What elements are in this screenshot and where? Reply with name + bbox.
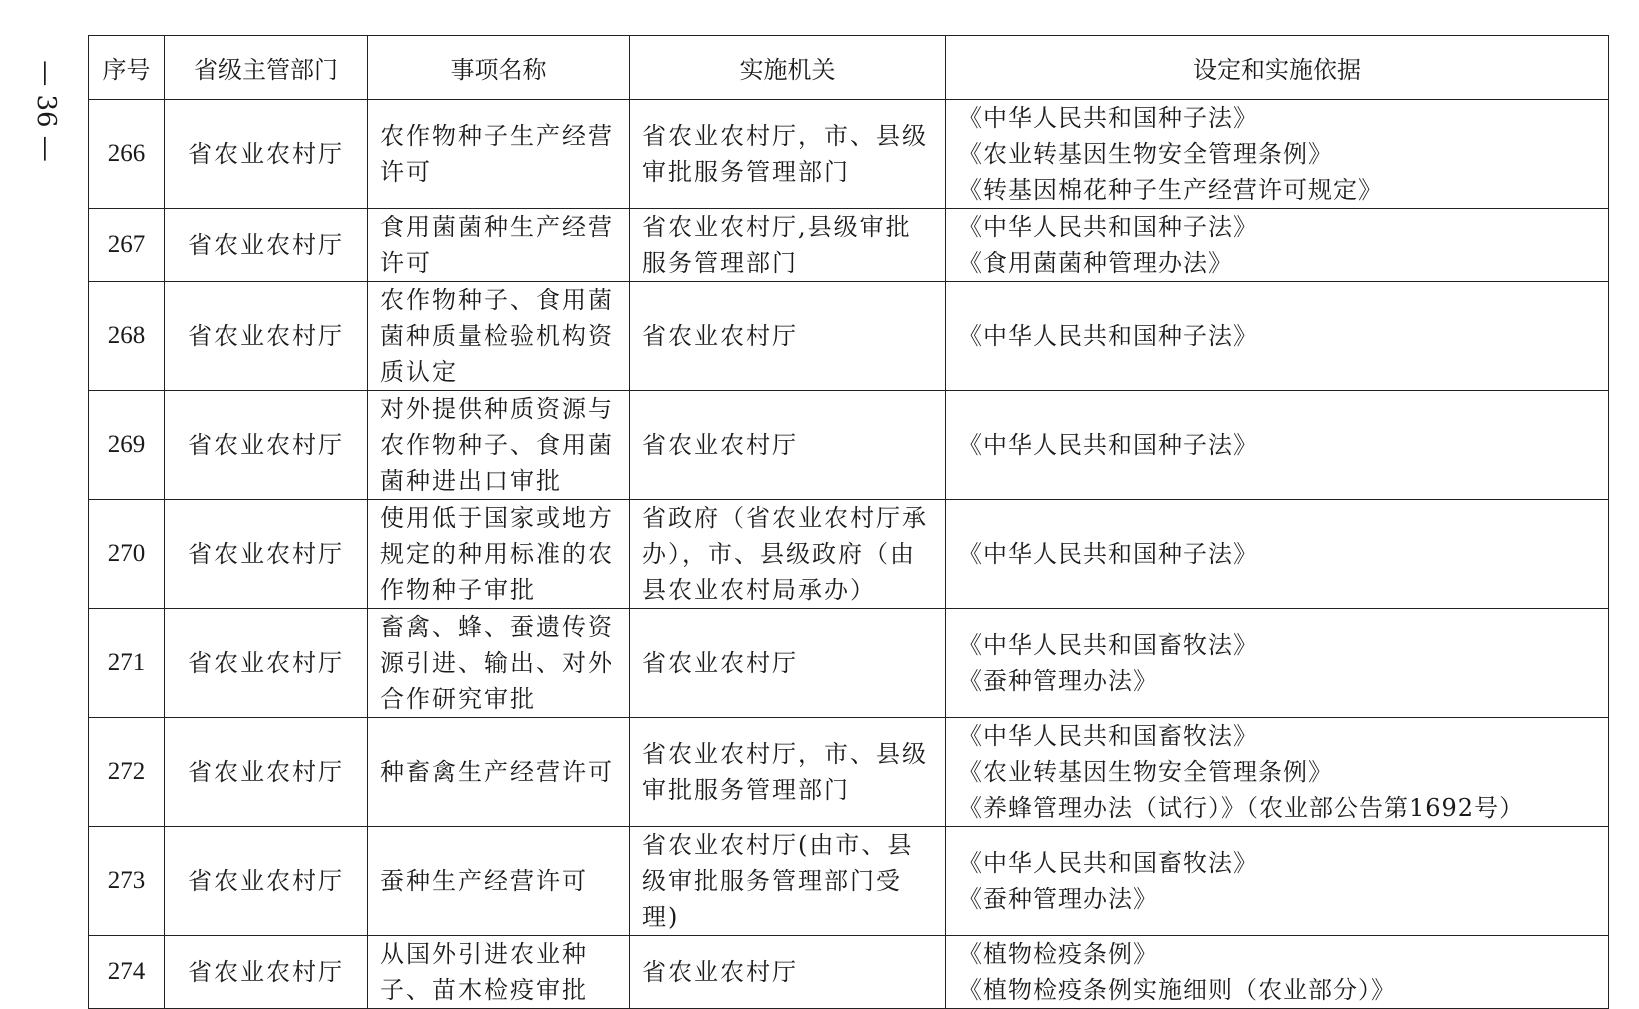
basis-line: 《养蜂管理办法（试行）》（农业部公告第1692号） (958, 794, 1525, 822)
basis-line: 《蚕种管理办法》 (958, 885, 1158, 913)
row-serial: 271 (89, 609, 165, 718)
basis-line: 《中华人民共和国种子法》 (958, 322, 1258, 350)
row-item-name: 对外提供种质资源与农作物种子、食用菌菌种进出口审批 (368, 391, 630, 500)
row-item-name: 种畜禽生产经营许可 (368, 718, 630, 827)
basis-line: 《中华人民共和国畜牧法》 (958, 631, 1258, 659)
row-department: 省农业农村厅 (165, 718, 368, 827)
row-department: 省农业农村厅 (165, 282, 368, 391)
row-serial: 268 (89, 282, 165, 391)
row-serial: 267 (89, 209, 165, 282)
row-item-name: 蚕种生产经营许可 (368, 827, 630, 936)
table-row (89, 827, 1609, 936)
row-item-name: 食用菌菌种生产经营许可 (368, 209, 630, 282)
row-agency: 省农业农村厅 (630, 391, 946, 500)
header-serial: 序号 (89, 36, 165, 100)
row-department: 省农业农村厅 (165, 100, 368, 209)
header-basis: 设定和实施依据 (946, 36, 1609, 100)
approval-items-table (88, 35, 1609, 1009)
row-basis (946, 209, 1609, 282)
row-item-name: 农作物种子生产经营许可 (368, 100, 630, 209)
row-department: 省农业农村厅 (165, 609, 368, 718)
page-number (26, 48, 66, 173)
table-header-row (89, 36, 1609, 100)
row-department: 省农业农村厅 (165, 936, 368, 1009)
row-basis (946, 718, 1609, 827)
row-serial: 273 (89, 827, 165, 936)
row-serial: 270 (89, 500, 165, 609)
basis-line: 《中华人民共和国种子法》 (958, 104, 1258, 132)
row-department: 省农业农村厅 (165, 827, 368, 936)
row-item-name: 使用低于国家或地方规定的种用标准的农作物种子审批 (368, 500, 630, 609)
row-serial: 274 (89, 936, 165, 1009)
row-basis (946, 609, 1609, 718)
row-agency: 省政府（省农业农村厅承办），市、县级政府（由县农业农村局承办） (630, 500, 946, 609)
row-serial: 272 (89, 718, 165, 827)
row-basis (946, 500, 1609, 609)
table-row (89, 282, 1609, 391)
header-department: 省级主管部门 (165, 36, 368, 100)
basis-line: 《中华人民共和国种子法》 (958, 540, 1258, 568)
page-number-text: — 36 — (31, 59, 61, 162)
basis-line: 《植物检疫条例实施细则（农业部分）》 (958, 976, 1396, 1004)
row-department: 省农业农村厅 (165, 209, 368, 282)
row-item-name: 畜禽、蜂、蚕遗传资源引进、输出、对外合作研究审批 (368, 609, 630, 718)
basis-line: 《中华人民共和国畜牧法》 (958, 849, 1258, 877)
table-row (89, 718, 1609, 827)
row-basis (946, 282, 1609, 391)
basis-line: 《转基因棉花种子生产经营许可规定》 (958, 176, 1383, 204)
row-agency: 省农业农村厅，市、县级审批服务管理部门 (630, 718, 946, 827)
row-basis (946, 391, 1609, 500)
header-agency: 实施机关 (630, 36, 946, 100)
basis-line: 《中华人民共和国种子法》 (958, 431, 1258, 459)
header-item-name: 事项名称 (368, 36, 630, 100)
table-row (89, 391, 1609, 500)
row-agency: 省农业农村厅,县级审批服务管理部门 (630, 209, 946, 282)
row-serial: 266 (89, 100, 165, 209)
row-basis (946, 100, 1609, 209)
basis-line: 《中华人民共和国种子法》 (958, 213, 1258, 241)
row-item-name: 农作物种子、食用菌菌种质量检验机构资质认定 (368, 282, 630, 391)
table-row (89, 609, 1609, 718)
table-row (89, 209, 1609, 282)
row-department: 省农业农村厅 (165, 500, 368, 609)
basis-line: 《食用菌菌种管理办法》 (958, 249, 1233, 277)
basis-line: 《植物检疫条例》 (958, 940, 1158, 968)
basis-line: 《蚕种管理办法》 (958, 667, 1158, 695)
basis-line: 《农业转基因生物安全管理条例》 (958, 758, 1333, 786)
row-basis (946, 936, 1609, 1009)
table-row (89, 100, 1609, 209)
row-agency: 省农业农村厅 (630, 609, 946, 718)
basis-line: 《农业转基因生物安全管理条例》 (958, 140, 1333, 168)
row-agency: 省农业农村厅 (630, 282, 946, 391)
row-department: 省农业农村厅 (165, 391, 368, 500)
row-item-name: 从国外引进农业种子、苗木检疫审批 (368, 936, 630, 1009)
table-row (89, 500, 1609, 609)
row-basis (946, 827, 1609, 936)
basis-line: 《中华人民共和国畜牧法》 (958, 722, 1258, 750)
row-serial: 269 (89, 391, 165, 500)
row-agency: 省农业农村厅，市、县级审批服务管理部门 (630, 100, 946, 209)
table-row (89, 936, 1609, 1009)
row-agency: 省农业农村厅(由市、县级审批服务管理部门受理) (630, 827, 946, 936)
row-agency: 省农业农村厅 (630, 936, 946, 1009)
